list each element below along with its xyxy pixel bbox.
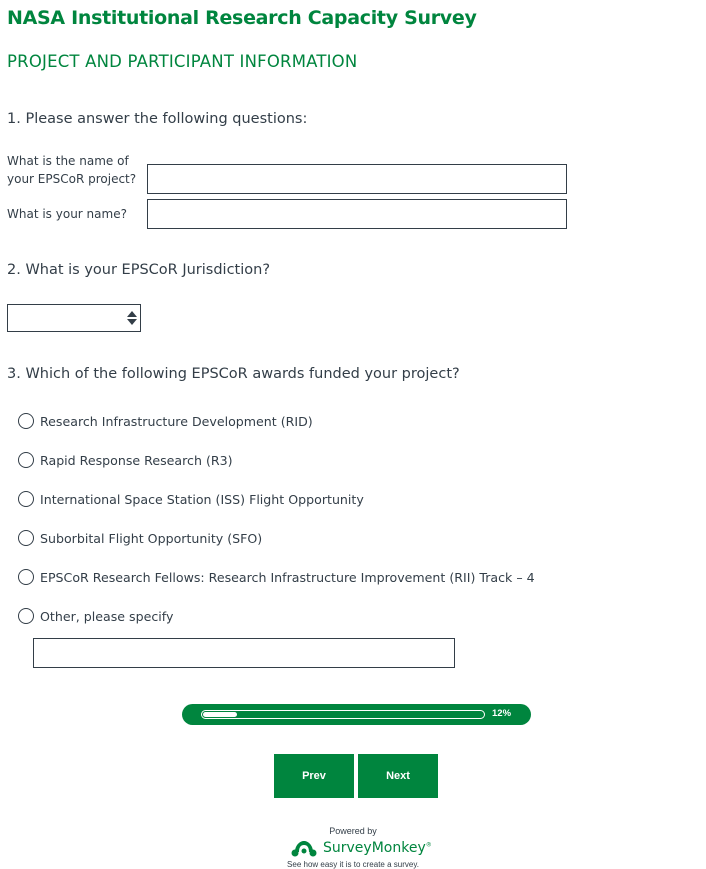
footer-tagline: See how easy it is to create a survey. [287,860,419,869]
progress-bar [182,704,531,725]
project-name-input[interactable] [147,164,567,194]
award-option-sfo[interactable] [18,528,262,548]
survey-title: NASA Institutional Research Capacity Survey [7,7,477,29]
next-button[interactable]: Next [358,754,438,798]
project-name-label-line2: your EPSCoR project? [7,172,137,186]
radio-button[interactable] [18,530,34,546]
award-option-label: Research Infrastructure Development (RID) [40,413,313,429]
question-2-title: 2. What is your EPSCoR Jurisdiction? [7,262,271,278]
award-option-label: International Space Station (ISS) Flight Opportunity [40,491,364,507]
radio-button[interactable] [18,569,34,585]
your-name-input[interactable] [147,199,567,229]
award-option-label: Other, please specify [40,608,174,624]
radio-button[interactable] [18,452,34,468]
surveymonkey-logo-icon [291,838,317,858]
project-name-label [7,152,136,188]
award-option-rii-track4[interactable] [18,567,535,587]
your-name-label: What is your name? [7,207,127,221]
award-option-r3[interactable] [18,450,233,470]
other-specify-input[interactable] [33,638,455,668]
progress-label: 12% [492,708,512,719]
award-option-label: Suborbital Flight Opportunity (SFO) [40,530,263,546]
radio-button[interactable] [18,491,34,507]
award-option-rid[interactable] [18,411,313,431]
surveymonkey-logo[interactable]: SurveyMonkey® [291,837,432,859]
progress-fill [203,712,237,717]
award-option-other[interactable] [18,606,173,626]
award-option-iss[interactable] [18,489,364,509]
question-1-title: 1. Please answer the following questions: [7,111,308,127]
jurisdiction-select[interactable] [7,304,141,332]
radio-button[interactable] [18,413,34,429]
progress-track [201,710,485,719]
page-title: PROJECT AND PARTICIPANT INFORMATION [7,52,358,71]
surveymonkey-brand: SurveyMonkey [323,840,426,856]
question-3-title: 3. Which of the following EPSCoR awards funded your project? [7,366,460,382]
prev-button[interactable]: Prev [274,754,354,798]
powered-by-text: Powered by [329,826,377,836]
radio-button[interactable] [18,608,34,624]
award-option-label: Rapid Response Research (R3) [40,452,233,468]
sort-arrows-icon [125,310,139,326]
project-name-label-line1: What is the name of [7,154,129,168]
award-option-label: EPSCoR Research Fellows: Research Infrastructure Improvement (RII) Track – 4 [40,569,535,585]
